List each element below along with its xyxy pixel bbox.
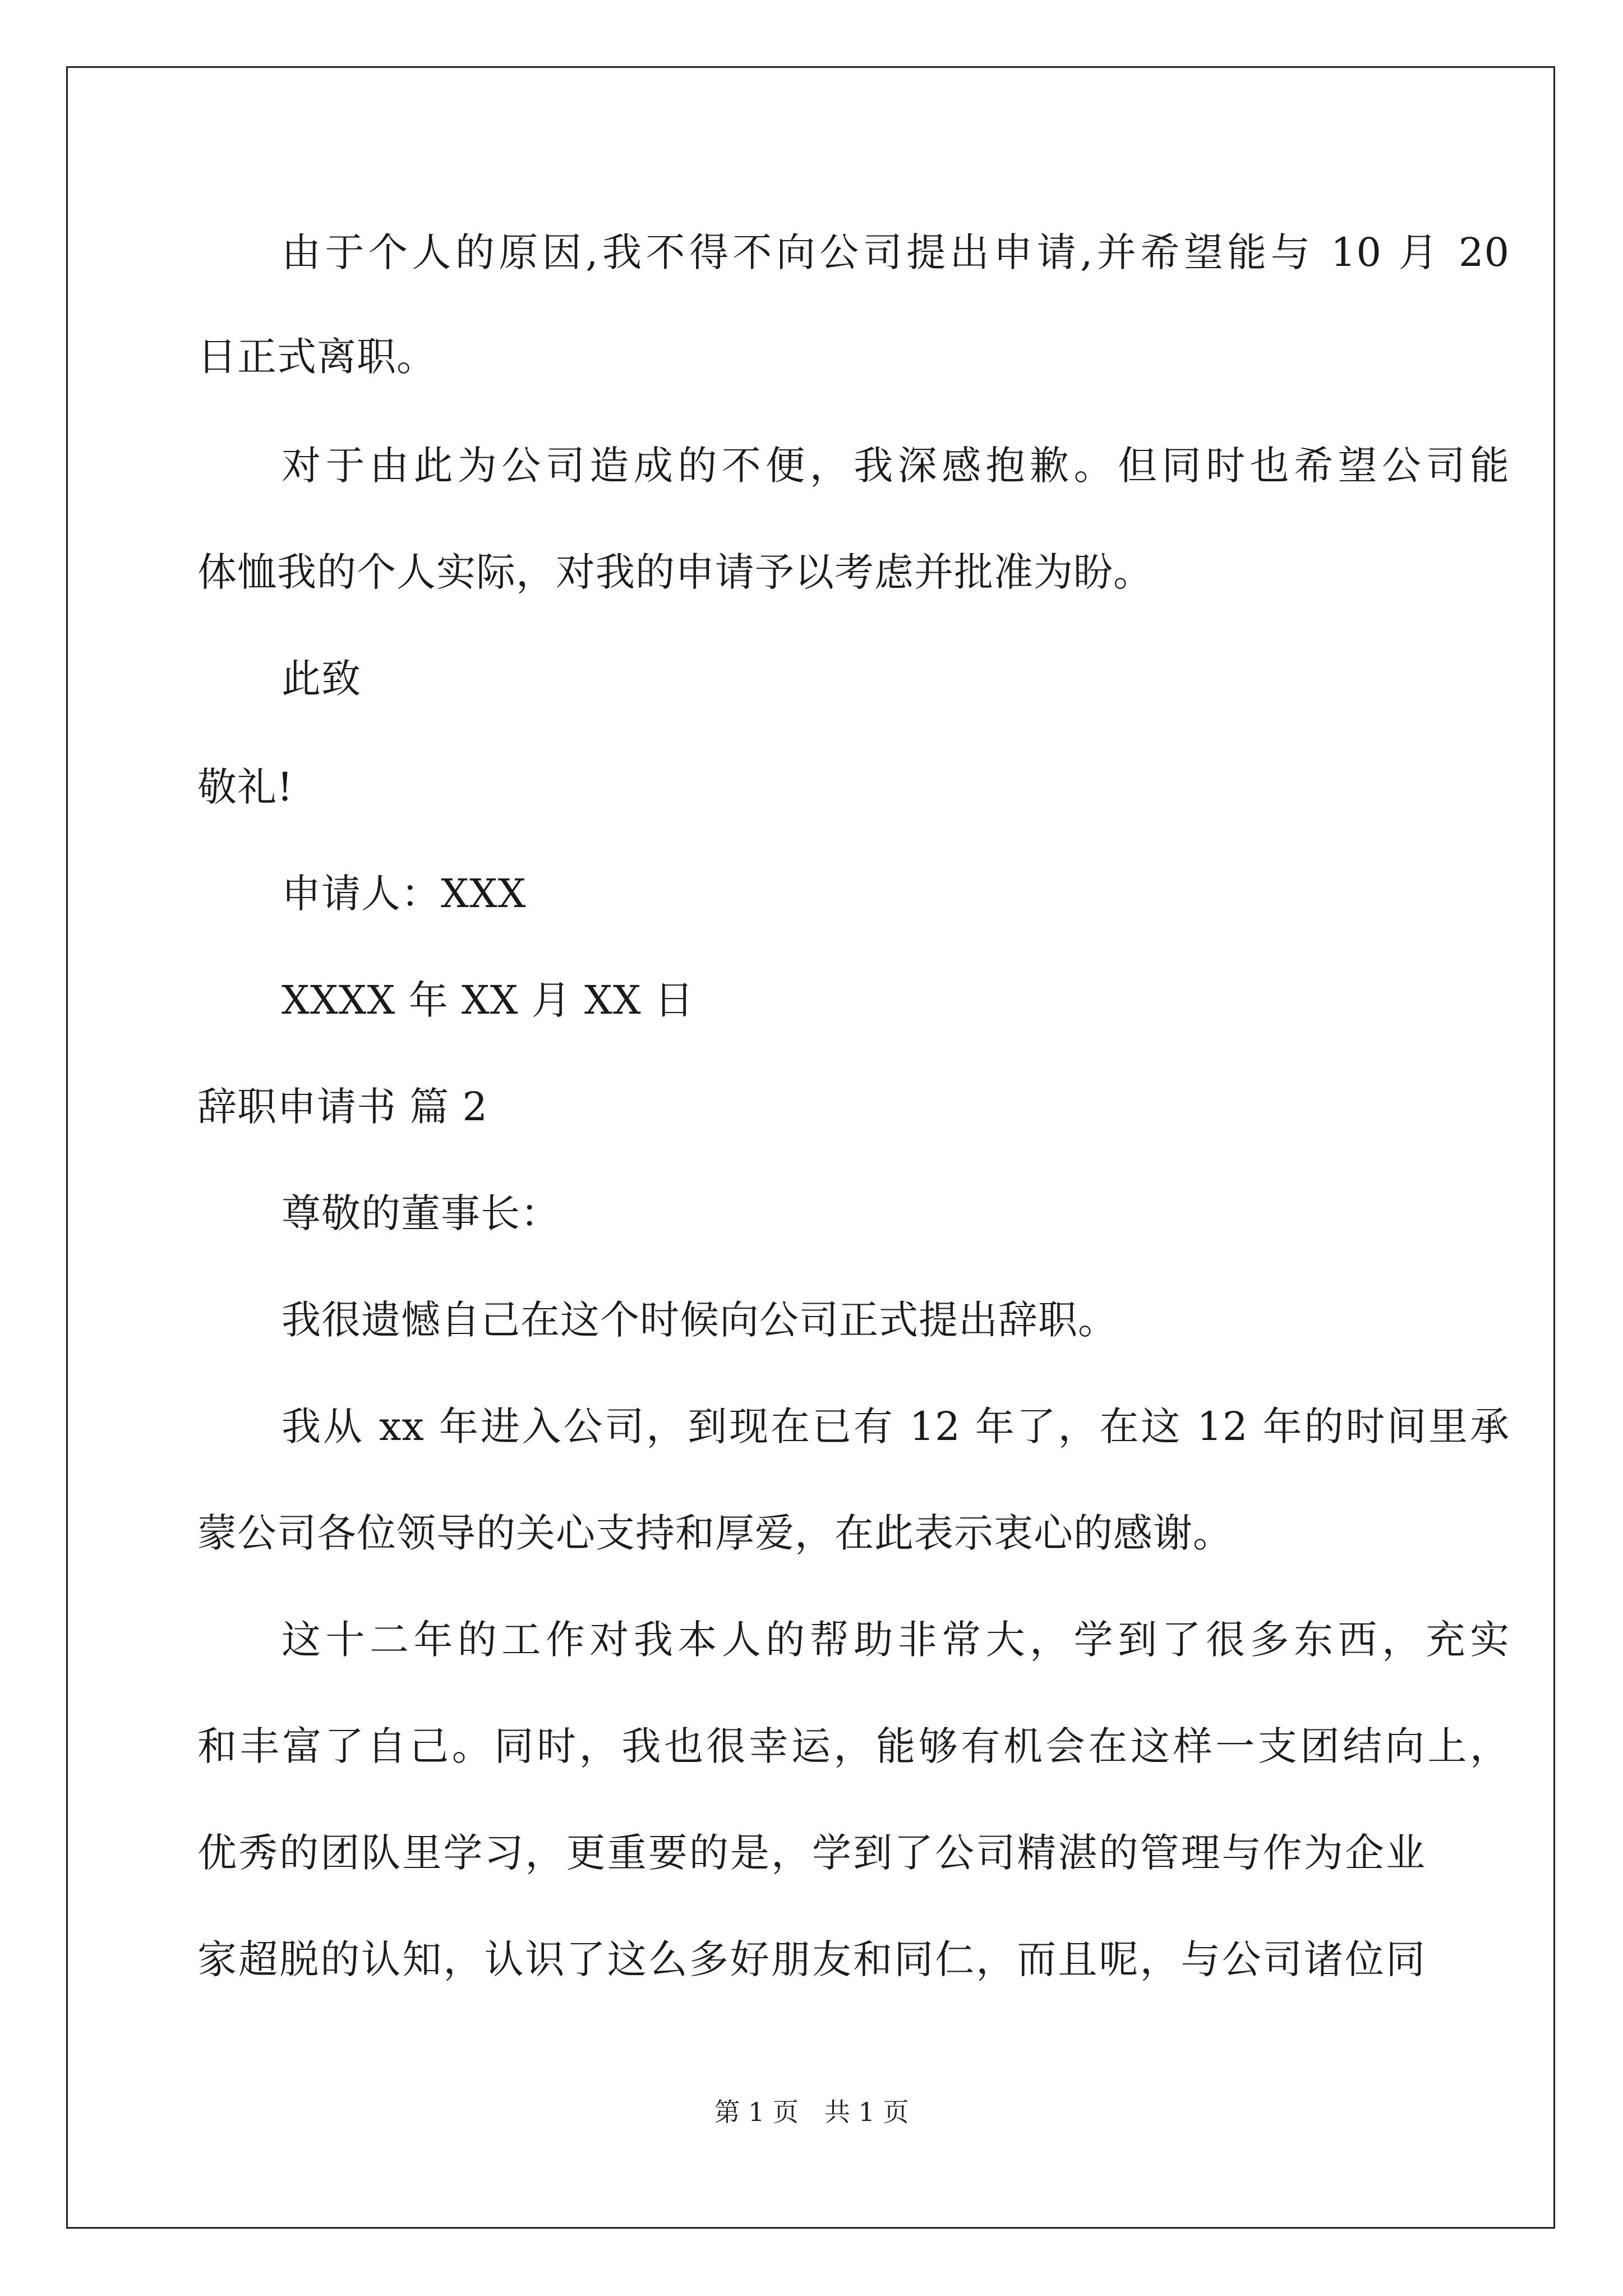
applicant-signature: 申请人：XXX xyxy=(282,871,527,917)
paragraph-1-line-1: 由于个人的原因,我不得不向公司提出申请,并希望能与 10 月 20 xyxy=(282,229,1510,275)
regards: 敬礼! xyxy=(197,764,294,810)
paragraph-4-line-1: 我从 xx 年进入公司，到现在已有 12 年了，在这 12 年的时间里承 xyxy=(282,1404,1510,1450)
addressee: 尊敬的董事长： xyxy=(282,1190,560,1236)
paragraph-5-line-2: 和丰富了自己。同时，我也很幸运，能够有机会在这样一支团结向上， xyxy=(197,1723,1510,1769)
paragraph-2-line-2: 体恤我的个人实际，对我的申请予以考虑并批准为盼。 xyxy=(197,549,1153,595)
paragraph-1-line-2: 日正式离职。 xyxy=(197,334,436,380)
paragraph-5-line-3: 优秀的团队里学习，更重要的是，学到了公司精湛的管理与作为企业 xyxy=(197,1830,1426,1876)
section-title: 辞职申请书 篇 2 xyxy=(197,1084,488,1130)
paragraph-3-line-1: 我很遗憾自己在这个时候向公司正式提出辞职。 xyxy=(282,1297,1118,1343)
paragraph-5-line-1: 这十二年的工作对我本人的帮助非常大，学到了很多东西，充实 xyxy=(282,1617,1510,1663)
salutation: 此致 xyxy=(282,656,361,702)
paragraph-2-line-1: 对于由此为公司造成的不便，我深感抱歉。但同时也希望公司能 xyxy=(282,443,1510,489)
page-footer: 第 1 页 共 1 页 xyxy=(714,2097,909,2127)
paragraph-4-line-2: 蒙公司各位领导的关心支持和厚爱，在此表示衷心的感谢。 xyxy=(197,1510,1233,1556)
paragraph-5-line-4: 家超脱的认知，认识了这么多好朋友和同仁，而且呢，与公司诸位同 xyxy=(197,1936,1426,1982)
signature-date: XXXX 年 XX 月 XX 日 xyxy=(282,977,694,1023)
page-border xyxy=(66,66,1555,2229)
